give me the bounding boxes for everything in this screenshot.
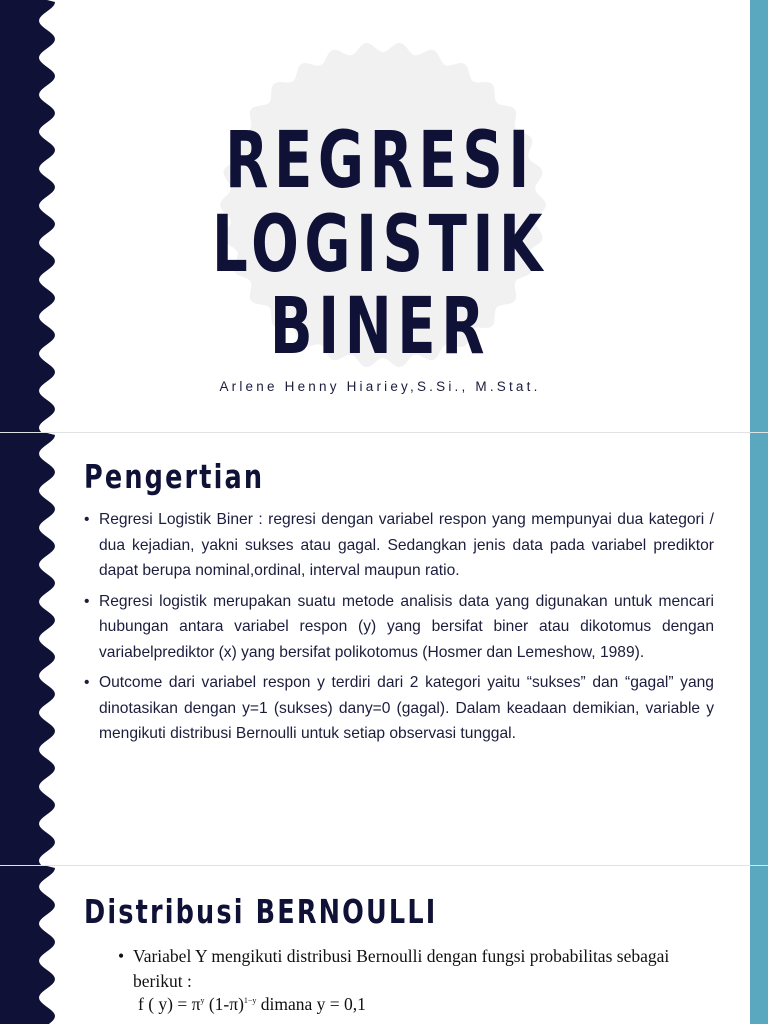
bullet-item — [82, 670, 714, 747]
wavy-left-band — [0, 0, 58, 432]
bullet-item — [118, 944, 678, 994]
definition-slide — [0, 433, 768, 865]
teal-right-bar — [750, 866, 768, 1024]
title-line-1: REGRESI — [225, 116, 535, 206]
bullet-text: Outcome dari variabel respon y terdiri dari 2 kategori yaitu “sukses” dan “gagal” yang dinotasikan dengan y=1 (sukses) dany=0 (gagal). Dalam keadaan demikian, variable y mengikuti distribusi Bernoulli untuk setiap observasi tunggal. — [99, 674, 714, 742]
wavy-left-band — [0, 433, 58, 865]
bernoulli-slide — [0, 866, 768, 1024]
bullet-list — [82, 507, 714, 752]
wave-shape — [0, 0, 55, 432]
formula-exponent: y — [200, 996, 205, 1006]
bullet-item — [82, 589, 714, 666]
bullet-text: Variabel Y mengikuti distribusi Bernoulli dengan fungsi probabilitas sebagai berikut : — [133, 946, 670, 991]
bernoulli-formula — [138, 994, 366, 1015]
author-name: Arlene Henny Hiariey,S.Si., M.Stat. — [219, 379, 541, 394]
bullet-dot-icon: • — [84, 674, 90, 691]
bullet-dot-icon: • — [84, 511, 90, 528]
teal-right-bar — [750, 0, 768, 432]
bullet-text: Regresi Logistik Biner : regresi dengan variabel respon yang mempunyai dua kategori / dua kejadian, yakni sukses atau gagal. Sedangkan jenis data pada variabel prediktor dapat berupa nominal,ordinal, interval maupun ratio. — [99, 511, 714, 579]
formula-rhs: dimana y = 0,1 — [256, 994, 366, 1014]
bullet-text: Regresi logistik merupakan suatu metode analisis data yang digunakan untuk mencari hubungan antara variabel respon (y) yang bersifat biner atau dikotomus dengan variabelprediktor (x) yang bersifat polikotomus (Hosmer dan Lemeshow, 1989). — [99, 592, 714, 661]
formula-middle: (1-π) — [204, 994, 244, 1014]
wave-shape — [0, 866, 55, 1024]
formula-exponent: 1−y — [243, 996, 257, 1006]
wave-shape — [0, 433, 55, 865]
bullet-item — [82, 507, 714, 584]
wavy-left-band — [0, 866, 58, 1024]
teal-right-bar — [750, 433, 768, 865]
title-line-2: LOGISTIK BINER — [211, 200, 549, 372]
slide-heading: Pengertian — [84, 457, 265, 496]
bullet-dot-icon: • — [118, 946, 125, 966]
bullet-dot-icon: • — [84, 592, 90, 610]
formula-lhs: f ( y) = π — [138, 994, 201, 1014]
title-slide — [0, 0, 768, 432]
slide-heading: Distribusi BERNOULLI — [84, 892, 438, 931]
